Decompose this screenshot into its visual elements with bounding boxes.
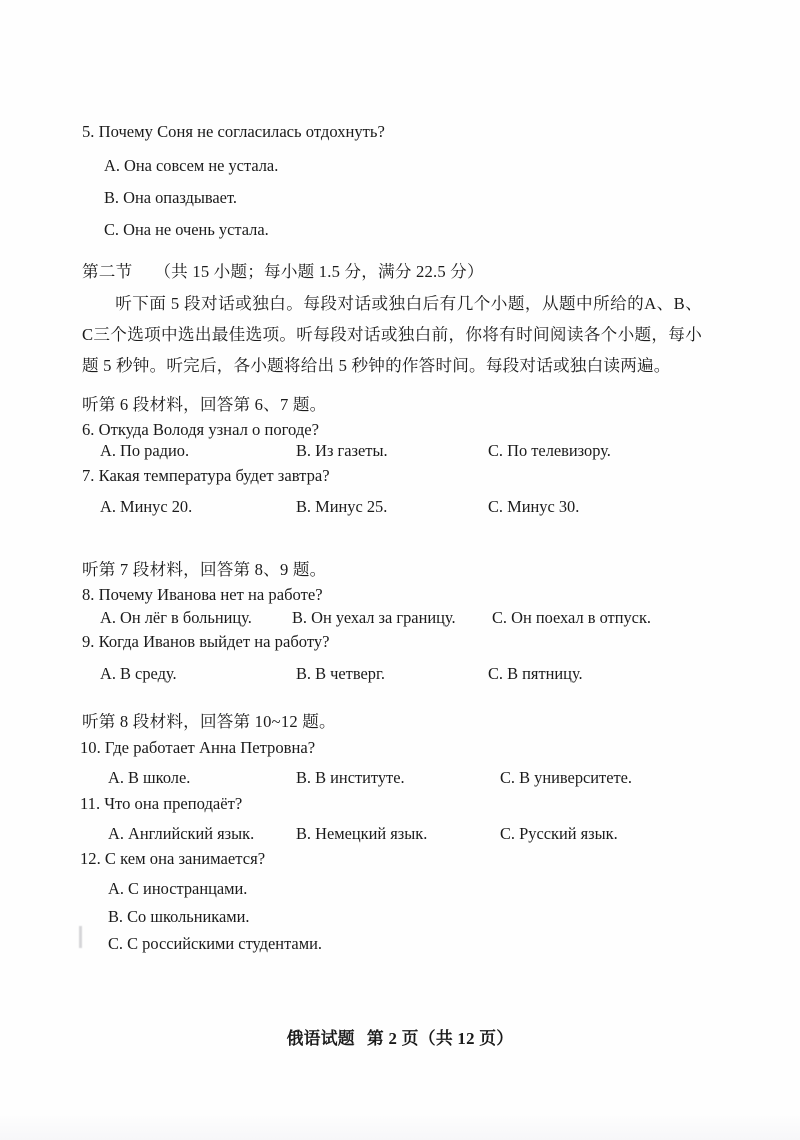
question-6-option-a[interactable]: A. По радио. (100, 441, 190, 460)
question-9-option-c[interactable]: C. В пятницу. (488, 664, 583, 683)
section-title: 第二节 (82, 262, 133, 281)
section-instructions: 听下面 5 段对话或独白。每段对话或独白后有几个小题，从题中所给的A、B、C三个选项中选出最佳选项。听每段对话或独白前，你将有时间阅读各个小题，每小题 5 秒钟。听完后，各小题将给出 5 秒钟的作答时间。每段对话或独白读两遍。 (82, 294, 702, 375)
question-6-option-b[interactable]: B. Из газеты. (296, 441, 388, 460)
question-stem-6: 6. Откуда Володя узнал о погоде? (82, 420, 320, 439)
question-12-option-c[interactable]: C. С российскими студентами. (108, 934, 322, 953)
question-stem-9: 9. Когда Иванов выйдет на работу? (82, 632, 330, 651)
question-7-option-c[interactable]: C. Минус 30. (488, 497, 580, 516)
question-6-option-c[interactable]: C. По телевизору. (488, 441, 611, 460)
question-11-option-c[interactable]: C. Русский язык. (500, 824, 618, 843)
question-6-options (0, 441, 800, 461)
footer-subject: 俄语试题 (286, 1029, 355, 1048)
scan-artifact-bottom-shade (0, 1114, 800, 1140)
question-7-option-a[interactable]: A. Минус 20. (100, 497, 193, 516)
question-stem-7: 7. Какая температура будет завтра? (82, 466, 330, 485)
material-heading-7: 听第 7 段材料，回答第 8、9 题。 (82, 560, 327, 579)
question-11-option-a[interactable]: A. Английский язык. (108, 824, 255, 843)
question-11-options (0, 824, 800, 844)
question-10-option-b[interactable]: B. В институте. (296, 768, 405, 787)
question-stem-11: 11. Что она преподаёт? (80, 794, 243, 813)
section-header (82, 258, 484, 282)
scan-artifact-smudge (79, 926, 82, 948)
question-12-option-b[interactable]: B. Со школьниками. (108, 907, 250, 926)
question-11-option-b[interactable]: B. Немецкий язык. (296, 824, 428, 843)
footer-page-label: 第 2 页（共 12 页） (366, 1029, 514, 1048)
question-7-options (0, 497, 800, 517)
question-7-option-b[interactable]: B. Минус 25. (296, 497, 388, 516)
question-9-options (0, 664, 800, 684)
question-8-option-c[interactable]: C. Он поехал в отпуск. (492, 608, 652, 627)
question-5-option-b[interactable]: B. Она опаздывает. (104, 188, 237, 207)
question-8-options (0, 608, 800, 628)
question-9-option-b[interactable]: B. В четверг. (296, 664, 385, 683)
section-scoring: （共 15 小题；每小题 1.5 分，满分 22.5 分） (154, 262, 484, 281)
question-8-option-b[interactable]: B. Он уехал за границу. (292, 608, 456, 627)
question-10-option-a[interactable]: A. В школе. (108, 768, 191, 787)
material-heading-8: 听第 8 段材料，回答第 10~12 题。 (82, 712, 336, 731)
question-stem-5: 5. Почему Соня не согласилась отдохнуть? (82, 122, 385, 141)
material-heading-6: 听第 6 段材料，回答第 6、7 题。 (82, 395, 327, 414)
page-footer (0, 1025, 800, 1049)
question-5-option-c[interactable]: C. Она не очень устала. (104, 220, 269, 239)
question-9-option-a[interactable]: A. В среду. (100, 664, 177, 683)
question-stem-8: 8. Почему Иванова нет на работе? (82, 585, 323, 604)
question-10-options (0, 768, 800, 788)
question-5-option-a[interactable]: A. Она совсем не устала. (104, 156, 279, 175)
question-8-option-a[interactable]: A. Он лёг в больницу. (100, 608, 252, 627)
question-10-option-c[interactable]: C. В университете. (500, 768, 633, 787)
question-stem-12: 12. С кем она занимается? (80, 849, 266, 868)
question-12-option-a[interactable]: A. С иностранцами. (108, 879, 248, 898)
question-stem-10: 10. Где работает Анна Петровна? (80, 738, 316, 757)
